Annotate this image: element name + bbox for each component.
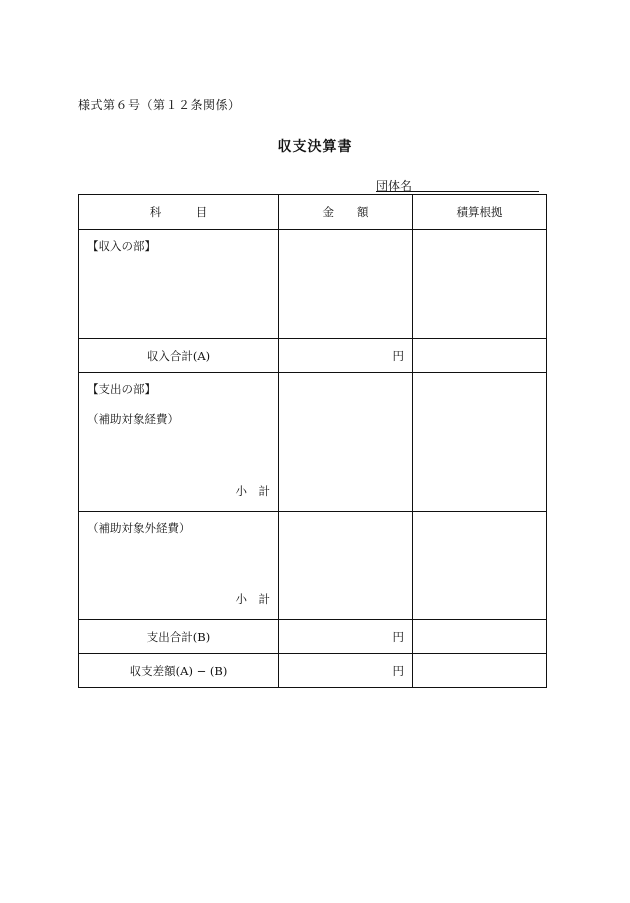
income-total-row	[79, 339, 547, 373]
column-header-item: 科 目	[79, 195, 279, 230]
organization-label: 団体名	[376, 179, 413, 193]
non-subsidized-expense-cell	[79, 512, 279, 620]
non-subsidized-expense-row	[79, 512, 547, 620]
balance-label: 収支差額(A) − (B)	[79, 654, 279, 688]
non-subsidized-basis-cell[interactable]	[413, 512, 547, 620]
income-total-amount[interactable]	[279, 339, 413, 373]
subsidized-expense-cell	[79, 373, 279, 512]
column-header-amount: 金 額	[279, 195, 413, 230]
expense-total-basis[interactable]	[413, 620, 547, 654]
income-total-label: 収入合計(A)	[79, 339, 279, 373]
header-row	[79, 195, 547, 230]
subsidized-basis-cell[interactable]	[413, 373, 547, 512]
subtotal-label: 小 計	[235, 484, 270, 498]
income-basis-cell[interactable]	[413, 230, 547, 339]
income-section-cell	[79, 230, 279, 339]
expense-total-row	[79, 620, 547, 654]
expense-total-amount[interactable]	[279, 620, 413, 654]
non-subsidized-expense-label: （補助対象外経費）	[87, 521, 191, 535]
income-section-label: 【収入の部】	[87, 239, 156, 253]
settlement-table	[78, 194, 547, 688]
income-amount-cell[interactable]	[279, 230, 413, 339]
balance-row	[79, 654, 547, 688]
document-title: 収支決算書	[277, 139, 353, 155]
subtotal-label: 小 計	[235, 592, 270, 606]
column-header-basis: 積算根拠	[413, 195, 547, 230]
income-section-row	[79, 230, 547, 339]
subsidized-amount-cell[interactable]	[279, 373, 413, 512]
income-total-basis[interactable]	[413, 339, 547, 373]
subsidized-expense-row	[79, 373, 547, 512]
subsidized-expense-label: （補助対象経費）	[87, 412, 179, 426]
form-number: 様式第６号（第１２条関係）	[78, 98, 241, 112]
expense-section-label: 【支出の部】	[87, 382, 156, 396]
currency-unit: 円	[392, 663, 404, 678]
balance-basis[interactable]	[413, 654, 547, 688]
currency-unit: 円	[392, 629, 404, 644]
balance-amount[interactable]	[279, 654, 413, 688]
non-subsidized-amount-cell[interactable]	[279, 512, 413, 620]
expense-total-label: 支出合計(B)	[79, 620, 279, 654]
organization-name-field[interactable]	[376, 177, 539, 192]
currency-unit: 円	[392, 348, 404, 363]
